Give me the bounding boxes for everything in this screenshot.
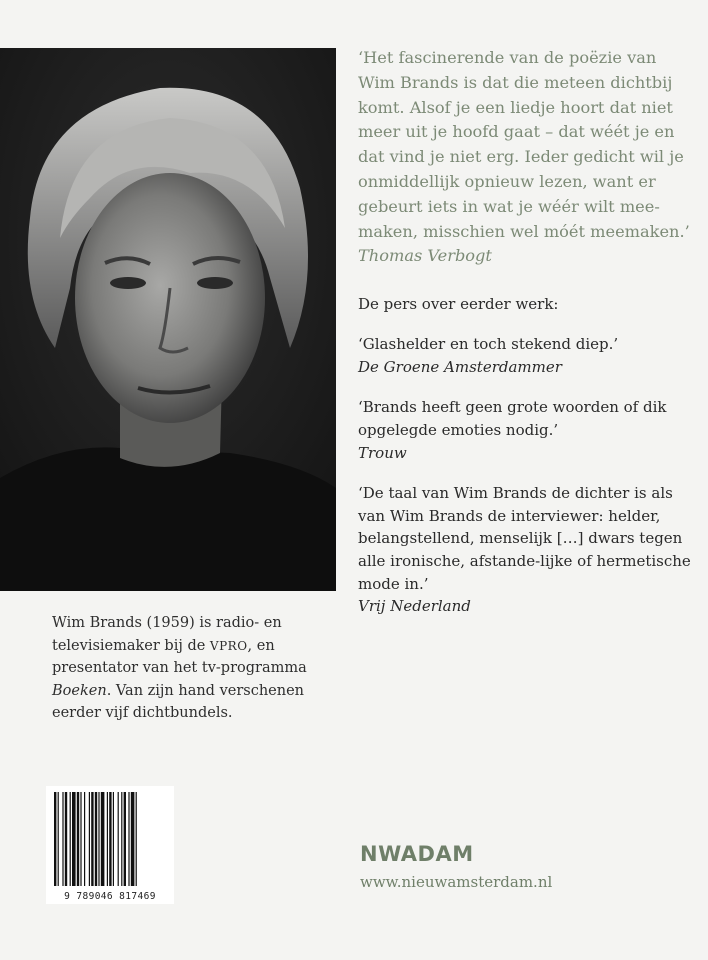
bio-text-3: . Van zijn hand verschenen eerder vijf dichtbundels. — [52, 682, 305, 722]
barcode-bar — [107, 792, 108, 886]
press-heading: De pers over eerder werk: — [358, 295, 559, 314]
author-photo — [0, 48, 336, 591]
barcode-bar — [91, 792, 93, 886]
barcode-bar — [128, 792, 129, 886]
barcode-bar — [131, 792, 135, 886]
barcode-bar — [118, 792, 119, 886]
press-quote-source: Trouw — [358, 443, 407, 462]
press-quote-source: Vrij Nederland — [358, 597, 471, 616]
bio-text-1: Wim Brands (1959) is radio- en televisiemaker bij de — [52, 615, 282, 654]
barcode-bar — [136, 792, 137, 886]
barcode-bar — [70, 792, 71, 886]
barcode-bar — [101, 792, 105, 886]
barcode-bar — [54, 792, 56, 886]
main-quote-author: Thomas Verbogt — [358, 246, 492, 266]
publisher-website[interactable]: www.nieuwamsterdam.nl — [360, 873, 553, 891]
barcode-bar — [109, 792, 111, 886]
main-quote-text: ‘Het fascinerende van de poëzie van Wim Brands is dat die meteen dichtbij komt. Alsof je een liedje hoort dat niet meer uit je hoofd gaat – dat wéét je en dat vind je niet erg. Ieder gedicht wil je onmiddellijk opnieuw lezen, want er gebeurt iets in wat je wéér wilt mee-maken, misschien wel móét meemaken.’ — [358, 48, 690, 241]
quotes-column — [358, 46, 698, 618]
barcode-bar — [58, 792, 59, 886]
press-quote-source: De Groene Amsterdammer — [358, 357, 562, 376]
isbn-barcode — [46, 786, 174, 904]
press-quote-text: ‘Glashelder en toch stekend diep.’ — [358, 335, 619, 354]
barcode-bar — [65, 792, 67, 886]
barcode-bars — [46, 786, 174, 890]
barcode-bar — [72, 792, 76, 886]
press-quote-text: ‘De taal van Wim Brands de dichter is als van Wim Brands de interviewer: helder, belangstellend, menselijk […] dwars tegen alle ironische, afstande-lijke of hermetische mode in.’ — [358, 484, 691, 593]
barcode-bar — [89, 792, 90, 886]
portrait-image — [0, 48, 336, 591]
press-quote — [358, 333, 698, 378]
barcode-digits: 9 789046 817469 — [64, 891, 156, 902]
barcode-bar — [84, 792, 85, 886]
author-bio — [52, 612, 342, 725]
barcode-bar — [113, 792, 114, 886]
bio-broadcaster: VPRO — [209, 638, 248, 653]
barcode-bar — [77, 792, 79, 886]
barcode-bar — [62, 792, 63, 886]
barcode-bar — [124, 792, 126, 886]
publisher-logo: NWADAM — [360, 842, 474, 866]
barcode-bar — [98, 792, 99, 886]
press-quote — [358, 396, 698, 464]
barcode-bar — [121, 792, 122, 886]
main-quote — [358, 46, 698, 269]
press-quote — [358, 482, 698, 618]
barcode-bar — [95, 792, 97, 886]
press-quote-text: ‘Brands heeft geen grote woorden of dik opgelegde emoties nodig.’ — [358, 398, 667, 439]
bio-program: Boeken — [52, 682, 107, 699]
bio-text-2: , en presentator van het tv-programma — [52, 637, 307, 677]
barcode-bar — [80, 792, 81, 886]
